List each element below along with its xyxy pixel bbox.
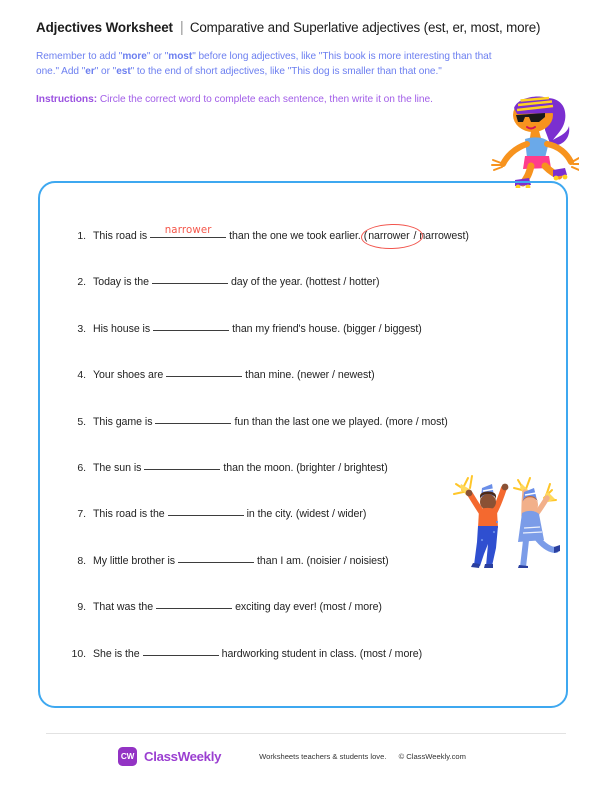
sentence-after-blank: than the one we took earlier. [229,230,361,242]
question-row [64,224,550,276]
question-text [93,369,375,381]
copyright-text: © ClassWeekly.com [398,752,466,761]
options-close-paren: ) [418,647,423,660]
options-open-paren: ( [295,508,300,521]
sentence-after-blank: day of the year. [230,276,303,289]
sentence-before-blank: Your shoes are [93,369,164,382]
footer [118,747,466,766]
sentence-after-blank: than the moon. [223,461,294,474]
options-open-paren: ( [305,276,309,289]
answer-blank[interactable] [152,283,228,284]
sentence-after-blank: than mine. [245,369,295,382]
sentence-before-blank: This road is [93,230,148,242]
intro-emphasis: most [168,51,193,62]
options-open-paren: ( [297,369,301,382]
answer-blank[interactable] [153,330,229,331]
options-separator: / [332,369,335,382]
options-open-paren: ( [359,647,364,660]
question-number: 6. [77,461,86,474]
intro-text: " before long adjectives, like "This book is more interesting than that one." Add " [36,51,492,77]
options-close-paren: ) [465,230,469,242]
title-main: Adjectives Worksheet [36,20,173,35]
option-a[interactable]: widest [299,508,330,521]
answer-blank[interactable] [144,469,220,470]
option-b[interactable]: more [394,647,419,660]
question-text [93,276,379,288]
option-a[interactable]: brighter [299,461,336,474]
option-b[interactable]: biggest [384,322,419,335]
sentence-before-blank: Today is the [93,276,149,289]
options-open-paren: ( [306,554,311,567]
title-separator: | [179,19,184,36]
handwritten-answer: narrower [164,224,212,236]
intro-emphasis: more [122,51,147,62]
option-b[interactable]: most [421,415,445,428]
options-open-paren: ( [319,601,323,614]
option-b[interactable]: hotter [349,276,376,289]
options-separator: / [343,276,347,289]
options-close-paren: ) [384,461,388,474]
instructions-label: Instructions: [36,94,98,106]
options-close-paren: ) [378,601,382,614]
options-close-paren: ) [371,369,375,382]
question-text [93,555,389,567]
options-separator: / [348,601,352,614]
options-separator: / [413,230,417,242]
option-a[interactable] [367,230,410,242]
sentence-after-blank: hardworking student in class. [221,647,357,660]
question-number: 7. [77,508,86,521]
question-number: 8. [77,554,86,567]
question-text [93,462,388,474]
intro-text: " or " [94,65,117,77]
sentence-after-blank: than I am. [257,554,304,567]
options-close-paren: ) [375,276,380,289]
sentence-before-blank: The sun is [93,461,142,474]
question-row [64,323,550,369]
instructions-paragraph [36,93,436,108]
instructions-text: Circle the correct word to complete each sentence, then write it on the line. [97,94,433,106]
question-number: 2. [77,276,86,289]
sentence-before-blank: My little brother is [93,554,176,567]
question-text [93,601,382,613]
questions-panel [38,181,568,708]
question-text [93,508,366,520]
option-a[interactable]: most [323,601,346,614]
classweekly-logo-icon: CW [118,747,137,766]
options-open-paren: ( [343,322,347,335]
option-b[interactable]: more [354,601,379,614]
question-text [93,416,448,428]
question-row [64,601,550,647]
option-b[interactable]: wider [337,508,363,521]
answer-blank[interactable] [155,423,231,424]
option-b[interactable]: brightest [344,461,385,474]
intro-emphasis: est [116,65,131,77]
footer-divider [46,733,566,734]
question-row [64,276,550,322]
sentence-before-blank: His house is [93,322,151,335]
question-text [93,224,469,242]
options-close-paren: ) [444,415,448,428]
options-separator: / [388,647,392,660]
tagline-text: Worksheets teachers & students love. [259,752,387,761]
question-text [93,648,422,660]
answer-blank[interactable] [150,224,226,238]
sentence-before-blank: She is the [93,647,140,660]
options-open-paren: ( [385,415,389,428]
options-separator: / [338,461,342,474]
question-number: 9. [77,601,86,614]
intro-text: Remember to add " [36,51,123,62]
question-row [64,416,550,462]
question-number: 10. [71,647,86,660]
question-number: 4. [77,369,86,382]
answer-blank[interactable] [168,515,244,516]
question-row [64,369,550,415]
options-separator: / [343,554,347,567]
options-separator: / [415,415,419,428]
answer-blank[interactable] [143,655,219,656]
option-a[interactable]: hottest [308,276,341,289]
answer-blank[interactable] [156,608,232,609]
sentence-after-blank: than my friend's house. [232,322,341,335]
options-open-paren: ( [363,230,368,242]
sentence-before-blank: That was the [93,601,154,614]
title-subtitle: Comparative and Superlative adjectives (est, er, most, more) [189,20,541,35]
sentence-before-blank: This game is [93,415,153,428]
roller-skater-girl-icon [487,84,579,188]
option-a[interactable]: more [388,415,413,428]
option-a[interactable]: most [363,647,386,660]
question-row [64,648,550,694]
questions-list [64,224,550,694]
sentence-after-blank: fun than the last one we played. [234,415,383,428]
option-b[interactable]: noisiest [349,554,386,567]
option-b[interactable]: narrowest [419,230,466,242]
answer-blank[interactable] [166,376,242,377]
question-number: 1. [77,230,86,242]
intro-text: " to the end of short adjectives, like "This dog is smaller than that one." [130,65,442,77]
celebrating-people-icon [448,470,560,568]
intro-text: " or " [146,51,169,62]
options-separator: / [331,508,335,521]
option-a[interactable]: noisier [310,554,341,567]
question-number: 3. [77,322,86,335]
sentence-after-blank: in the city. [246,508,293,521]
page-title [36,20,582,35]
footer-tagline [259,752,466,761]
options-close-paren: ) [362,508,367,521]
question-number: 5. [77,415,86,428]
option-a-label: narrower [368,230,410,242]
intro-paragraph [36,50,508,79]
options-open-paren: ( [296,461,300,474]
brand-name: ClassWeekly [144,749,222,764]
sentence-before-blank: This road is the [93,508,165,521]
option-b[interactable]: newest [337,369,372,382]
intro-emphasis: er [85,65,95,77]
options-separator: / [378,322,382,335]
answer-blank[interactable] [178,562,254,563]
sentence-after-blank: exciting day ever! [235,601,317,614]
question-text [93,323,422,335]
option-a[interactable]: bigger [346,322,376,335]
option-a[interactable]: newer [300,369,330,382]
options-close-paren: ) [418,322,422,335]
options-close-paren: ) [385,554,389,567]
